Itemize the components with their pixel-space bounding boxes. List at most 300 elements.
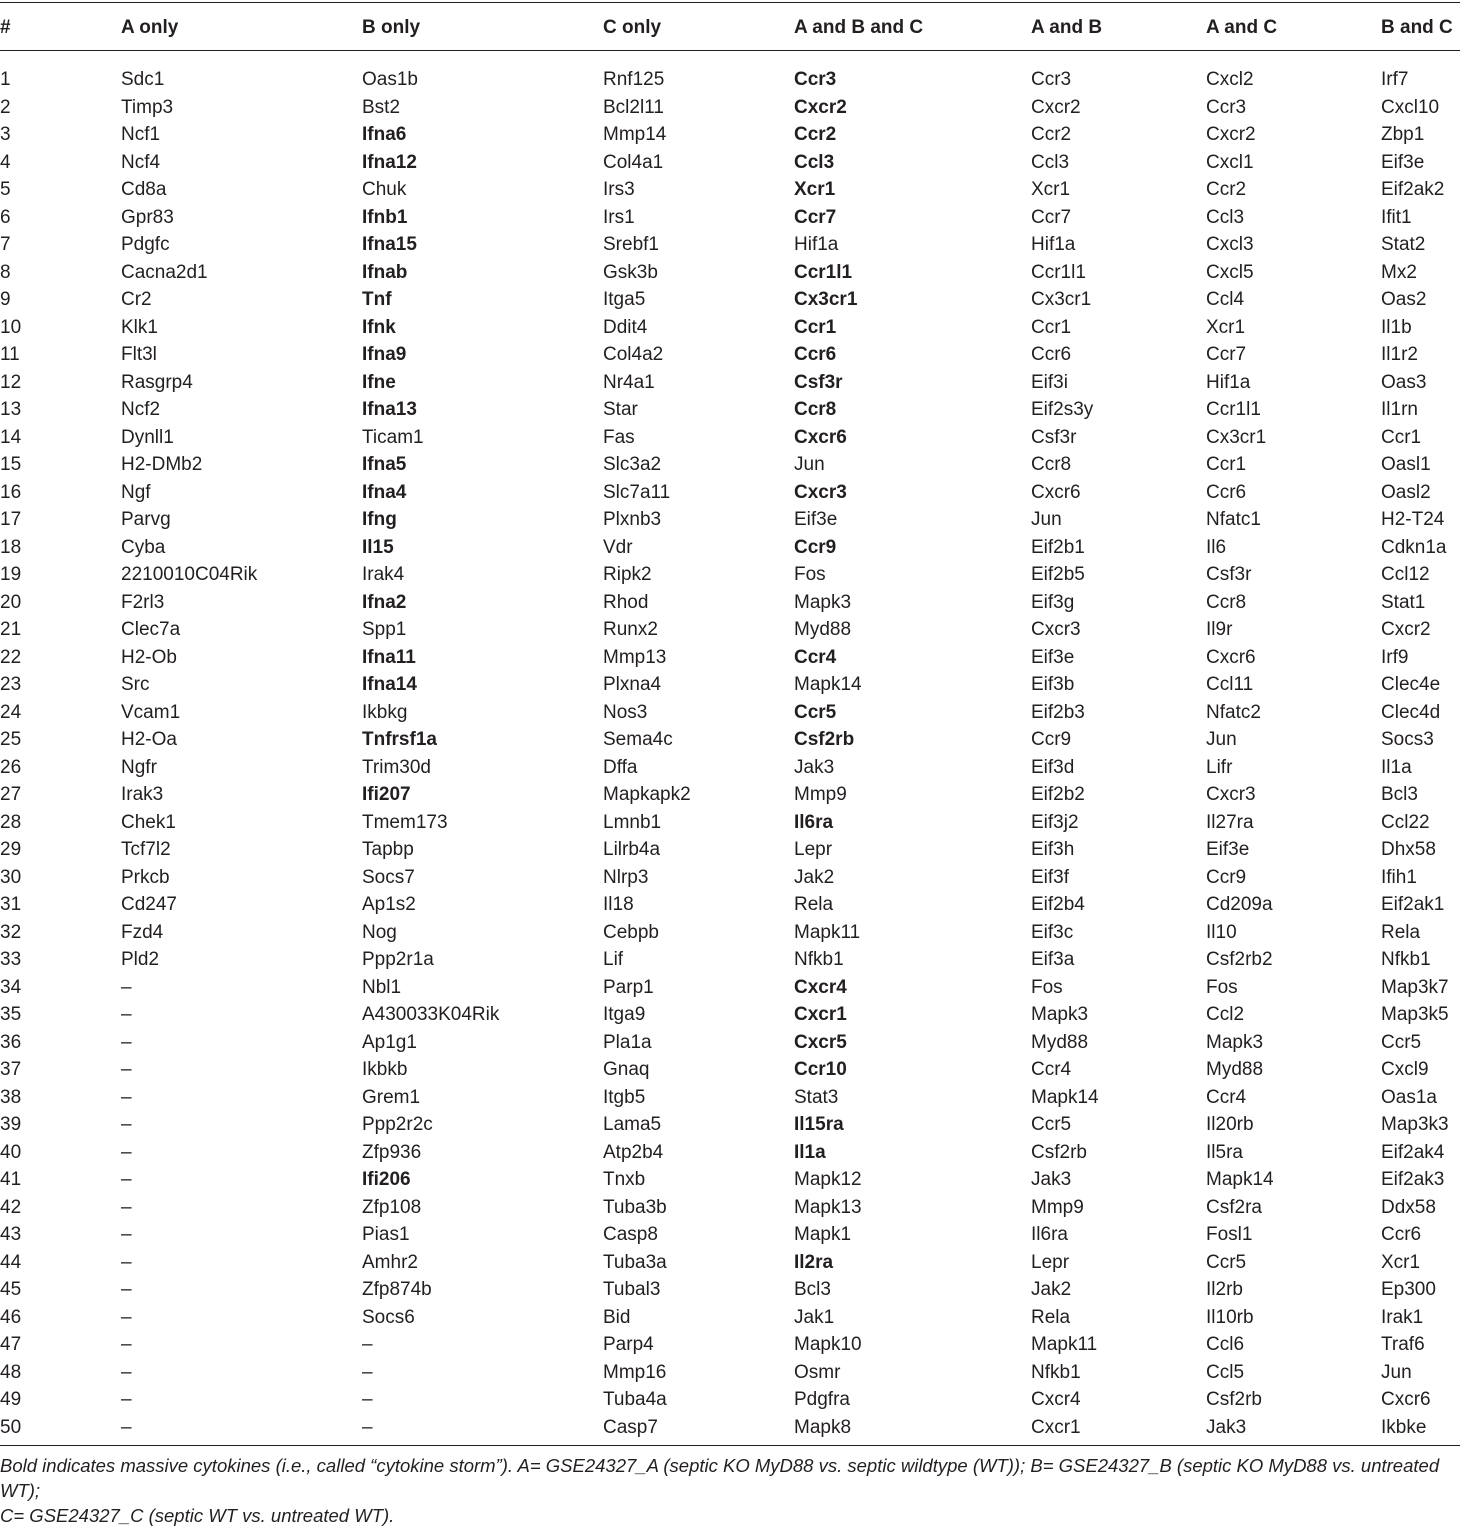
gene-cell: Ifih1 <box>1381 866 1417 888</box>
gene-cell: Il2rb <box>1206 1279 1243 1300</box>
row-number-cell: 20 <box>0 591 22 613</box>
table-row <box>0 369 1460 397</box>
gene-cell: Fzd4 <box>121 921 164 943</box>
gene-cell: – <box>121 1334 132 1355</box>
gene-cell: Pias1 <box>362 1224 410 1245</box>
gene-cell: Ifi206 <box>362 1169 411 1190</box>
gene-cell: Jak3 <box>1031 1169 1072 1190</box>
gene-cell: Il10rb <box>1206 1306 1254 1328</box>
gene-cell: Bst2 <box>362 96 401 118</box>
gene-cell: Ccr1l1 <box>1031 261 1086 283</box>
gene-cell: Jak3 <box>794 756 835 778</box>
gene-cell: Fos <box>1031 976 1063 998</box>
gene-cell: H2-T24 <box>1381 509 1445 530</box>
row-number-cell: 30 <box>0 866 22 888</box>
gene-cell: Map3k7 <box>1381 976 1449 998</box>
gene-cell: – <box>121 1389 132 1410</box>
gene-cell: Oas1b <box>362 69 418 90</box>
gene-cell: Map3k3 <box>1381 1114 1449 1135</box>
gene-cell: Flt3l <box>121 344 157 365</box>
gene-cell: Nfkb1 <box>1381 949 1431 970</box>
gene-cell: Eif2b1 <box>1031 536 1085 558</box>
table-row <box>0 424 1460 452</box>
gene-cell: Casp7 <box>603 1416 658 1438</box>
gene-cell: Xcr1 <box>1381 1251 1421 1273</box>
gene-cell: Nfatc2 <box>1206 701 1261 723</box>
gene-cell: Eif2ak1 <box>1381 894 1445 915</box>
row-number-cell: 50 <box>0 1416 22 1438</box>
gene-cell: Nr4a1 <box>603 371 655 393</box>
table-row <box>0 314 1460 342</box>
gene-cell: Cxcr4 <box>1031 1389 1081 1410</box>
gene-cell: Cxcr3 <box>794 481 847 503</box>
gene-cell: Csf2rb <box>1031 1141 1087 1163</box>
gene-cell: Ngfr <box>121 756 157 778</box>
gene-cell: Eif3g <box>1031 591 1075 613</box>
row-number-cell: 39 <box>0 1114 22 1135</box>
table-row <box>0 1194 1460 1222</box>
row-number-cell: 24 <box>0 701 22 723</box>
row-number-cell: 3 <box>0 124 11 145</box>
gene-cell: Oasl1 <box>1381 454 1431 475</box>
gene-cell: Cxcl1 <box>1206 151 1254 173</box>
gene-cell: Srebf1 <box>603 234 659 255</box>
gene-cell: Itga9 <box>603 1004 646 1025</box>
gene-cell: Nfkb1 <box>794 949 844 970</box>
gene-cell: Xcr1 <box>1206 316 1246 338</box>
gene-cell: Ifna14 <box>362 674 417 695</box>
gene-cell: Ikbkg <box>362 701 408 723</box>
gene-cell: Rela <box>1381 921 1421 943</box>
gene-cell: Ifna2 <box>362 591 407 613</box>
table-top-rule <box>0 2 1460 3</box>
gene-cell: Ifne <box>362 371 396 393</box>
table-row <box>0 1084 1460 1112</box>
gene-cell: Ccr1 <box>1031 316 1072 338</box>
gene-cell: Zfp108 <box>362 1196 422 1218</box>
row-number-cell: 21 <box>0 619 22 640</box>
gene-cell: Lepr <box>794 839 833 860</box>
row-number-cell: 4 <box>0 151 11 173</box>
gene-cell: Csf3r <box>1206 564 1252 585</box>
gene-cell: Zfp936 <box>362 1141 422 1163</box>
gene-cell: Eif3d <box>1031 756 1075 778</box>
row-number-cell: 46 <box>0 1306 22 1328</box>
gene-cell: Mapk14 <box>1206 1169 1274 1190</box>
gene-cell: Ifna5 <box>362 454 407 475</box>
gene-cell: Ccr6 <box>1206 481 1247 503</box>
gene-cell: – <box>121 976 132 998</box>
gene-cell: Ifnb1 <box>362 206 408 228</box>
gene-cell: Mapk14 <box>1031 1086 1099 1108</box>
gene-cell: Mapk12 <box>794 1169 862 1190</box>
gene-cell: Il6 <box>1206 536 1227 558</box>
gene-cell: Cxcl9 <box>1381 1059 1429 1080</box>
row-number-cell: 18 <box>0 536 22 558</box>
gene-cell: – <box>121 1004 132 1025</box>
gene-cell: Ccr1 <box>1381 426 1422 448</box>
row-number-cell: 26 <box>0 756 22 778</box>
row-number-cell: 23 <box>0 674 22 695</box>
gene-cell: Ccr5 <box>1031 1114 1072 1135</box>
gene-cell: Il1a <box>1381 756 1412 778</box>
gene-cell: Csf2rb <box>1206 1389 1262 1410</box>
table-row <box>0 891 1460 919</box>
gene-cell: Eif3e <box>794 509 838 530</box>
gene-cell: Mapk8 <box>794 1416 852 1438</box>
table-row <box>0 1029 1460 1057</box>
gene-cell: Dffa <box>603 756 638 778</box>
gene-cell: Irak4 <box>362 564 405 585</box>
gene-cell: Cxcr2 <box>794 96 847 118</box>
gene-cell: Hif1a <box>1031 234 1076 255</box>
column-header: B only <box>362 17 421 38</box>
column-header: C only <box>603 17 662 38</box>
gene-cell: Bcl3 <box>1381 784 1418 805</box>
gene-cell: Jun <box>1206 729 1237 750</box>
gene-cell: Ccl12 <box>1381 564 1430 585</box>
table-row <box>0 231 1460 259</box>
gene-cell: Nlrp3 <box>603 866 649 888</box>
gene-cell: Map3k5 <box>1381 1004 1449 1025</box>
gene-cell: Mapk14 <box>794 674 862 695</box>
gene-cell: Cx3cr1 <box>1206 426 1267 448</box>
gene-cell: Eif3c <box>1031 921 1074 943</box>
gene-cell: Atp2b4 <box>603 1141 664 1163</box>
gene-cell: Dynll1 <box>121 426 174 448</box>
gene-cell: Ifit1 <box>1381 206 1412 228</box>
gene-cell: Cxcl3 <box>1206 234 1254 255</box>
gene-cell: Tuba4a <box>603 1389 667 1410</box>
gene-cell: Ifna13 <box>362 399 417 420</box>
gene-cell: Zfp874b <box>362 1279 432 1300</box>
gene-cell: Jak1 <box>794 1306 835 1328</box>
gene-cell: Ikbkb <box>362 1059 408 1080</box>
gene-cell: Pld2 <box>121 949 160 970</box>
table-row <box>0 1111 1460 1139</box>
gene-cell: – <box>362 1334 373 1355</box>
gene-cell: Mapkapk2 <box>603 784 691 805</box>
row-number-cell: 36 <box>0 1031 22 1053</box>
table-row <box>0 1139 1460 1167</box>
row-number-cell: 31 <box>0 894 22 915</box>
table-row <box>0 616 1460 644</box>
gene-cell: Fos <box>1206 976 1238 998</box>
row-number-cell: 12 <box>0 371 22 393</box>
gene-cell: Rela <box>794 894 834 915</box>
gene-cell: Ccr4 <box>1031 1059 1072 1080</box>
gene-cell: – <box>121 1031 132 1053</box>
gene-cell: Mmp13 <box>603 646 667 668</box>
table-row <box>0 1304 1460 1332</box>
table-row <box>0 974 1460 1002</box>
table-row <box>0 204 1460 232</box>
gene-cell: Mapk3 <box>1206 1031 1264 1053</box>
table-row <box>0 1331 1460 1359</box>
gene-cell: Myd88 <box>794 619 852 640</box>
gene-cell: Gpr83 <box>121 206 174 228</box>
gene-cell: Col4a1 <box>603 151 664 173</box>
gene-cell: Mapk13 <box>794 1196 862 1218</box>
gene-cell: Col4a2 <box>603 344 664 365</box>
row-number-cell: 2 <box>0 96 11 118</box>
gene-cell: Eif3j2 <box>1031 811 1079 833</box>
gene-cell: Cxcr6 <box>1206 646 1256 668</box>
gene-cell: Mapk3 <box>794 591 852 613</box>
column-header: A and B and C <box>794 17 924 38</box>
row-number-cell: 34 <box>0 976 22 998</box>
row-number-cell: 37 <box>0 1059 22 1080</box>
gene-cell: Tnfrsf1a <box>362 729 437 750</box>
gene-cell: – <box>121 1251 132 1273</box>
gene-cell: Irf7 <box>1381 69 1409 90</box>
gene-cell: Mapk11 <box>1031 1334 1098 1355</box>
gene-cell: Stat3 <box>794 1086 839 1108</box>
gene-cell: Cebpb <box>603 921 659 943</box>
gene-cell: Eif2b4 <box>1031 894 1085 915</box>
footnote-line: C= GSE24327_C (septic WT vs. untreated WT). <box>0 1505 395 1526</box>
row-number-cell: 38 <box>0 1086 22 1108</box>
row-number-cell: 9 <box>0 289 11 310</box>
gene-cell: Jun <box>1031 509 1062 530</box>
table-row <box>0 1166 1460 1194</box>
gene-cell: Eif2ak2 <box>1381 179 1445 200</box>
gene-cell: Xcr1 <box>794 179 836 200</box>
gene-cell: – <box>121 1306 132 1328</box>
gene-cell: Il15ra <box>794 1114 844 1135</box>
gene-cell: Ticam1 <box>362 426 424 448</box>
gene-cell: Rela <box>1031 1306 1071 1328</box>
gene-cell: Csf3r <box>1031 426 1077 448</box>
gene-cell: Ppp2r2c <box>362 1114 433 1135</box>
table-row <box>0 94 1460 122</box>
gene-cell: Cacna2d1 <box>121 261 208 283</box>
gene-cell: Cxcr5 <box>794 1031 847 1053</box>
gene-cell: Mapk11 <box>794 921 861 943</box>
gene-cell: Mmp14 <box>603 124 667 145</box>
table-row <box>0 671 1460 699</box>
gene-cell: Src <box>121 674 150 695</box>
gene-cell: Slc3a2 <box>603 454 662 475</box>
table-row <box>0 946 1460 974</box>
table-row <box>0 644 1460 672</box>
gene-cell: Amhr2 <box>362 1251 418 1273</box>
gene-cell: Parp4 <box>603 1334 654 1355</box>
gene-cell: Ccr8 <box>794 399 837 420</box>
gene-cell: – <box>362 1416 373 1438</box>
gene-cell: Ccr5 <box>1381 1031 1422 1053</box>
gene-cell: Pdgfra <box>794 1389 850 1410</box>
row-number-cell: 33 <box>0 949 22 970</box>
row-number-cell: 27 <box>0 784 22 805</box>
gene-cell: Hif1a <box>1206 371 1251 393</box>
gene-cell: Cxcr6 <box>794 426 847 448</box>
gene-cell: Cxcr3 <box>1206 784 1256 805</box>
row-number-cell: 10 <box>0 316 22 338</box>
table-body <box>0 44 1460 1441</box>
gene-cell: Cxcr2 <box>1206 124 1256 145</box>
gene-cell: Ccr7 <box>1206 344 1247 365</box>
gene-cell: Eif3e <box>1381 151 1425 173</box>
gene-cell: Cx3cr1 <box>1031 289 1092 310</box>
gene-cell: Ccr9 <box>1206 866 1247 888</box>
gene-cell: Cd8a <box>121 179 167 200</box>
gene-cell: Ikbke <box>1381 1416 1427 1438</box>
gene-cell: Ccr10 <box>794 1059 847 1080</box>
gene-cell: Ccr4 <box>794 646 837 668</box>
gene-cell: Il1r2 <box>1381 344 1418 365</box>
gene-cell: Gsk3b <box>603 261 658 283</box>
gene-cell: Oas2 <box>1381 289 1427 310</box>
gene-cell: Eif2ak4 <box>1381 1141 1445 1163</box>
gene-cell: Lifr <box>1206 756 1233 778</box>
gene-cell: Nfatc1 <box>1206 509 1261 530</box>
gene-cell: Grem1 <box>362 1086 421 1108</box>
table-row <box>0 506 1460 534</box>
gene-cell: Il2ra <box>794 1251 834 1273</box>
row-number-cell: 15 <box>0 454 22 475</box>
gene-cell: Csf3r <box>794 371 843 393</box>
gene-cell: Ifna6 <box>362 124 407 145</box>
table-row <box>0 561 1460 589</box>
gene-cell: Timp3 <box>121 96 174 118</box>
row-number-cell: 42 <box>0 1196 22 1218</box>
gene-cell: Ifna9 <box>362 344 407 365</box>
gene-cell: Prkcb <box>121 866 170 888</box>
gene-cell: Mapk10 <box>794 1334 862 1355</box>
gene-cell: Ccr2 <box>1031 124 1072 145</box>
gene-cell: Trim30d <box>362 756 431 778</box>
gene-cell: Slc7a11 <box>603 481 671 503</box>
table-header-row <box>0 12 1460 44</box>
gene-cell: Cxcl5 <box>1206 261 1254 283</box>
gene-cell: Parp1 <box>603 976 654 998</box>
gene-cell: Cx3cr1 <box>794 289 858 310</box>
gene-cell: Irak1 <box>1381 1306 1424 1328</box>
gene-cell: Jak2 <box>794 866 835 888</box>
gene-cell: Jun <box>794 454 825 475</box>
gene-cell: Eif2ak3 <box>1381 1169 1445 1190</box>
gene-cell: Tapbp <box>362 839 414 860</box>
row-number-cell: 29 <box>0 839 22 860</box>
gene-cell: Csf2rb <box>794 729 855 750</box>
gene-cell: Tubal3 <box>603 1279 661 1300</box>
table-row <box>0 754 1460 782</box>
table-row <box>0 699 1460 727</box>
gene-cell: Hif1a <box>794 234 839 255</box>
gene-cell: H2-DMb2 <box>121 454 203 475</box>
gene-cell: Ccr1l1 <box>794 261 853 283</box>
gene-cell: Eif3h <box>1031 839 1075 860</box>
gene-cell: Il5ra <box>1206 1141 1243 1163</box>
gene-cell: Ccl3 <box>794 151 835 173</box>
row-number-cell: 25 <box>0 729 22 750</box>
gene-cell: Mmp9 <box>1031 1196 1084 1218</box>
gene-cell: Nfkb1 <box>1031 1361 1081 1383</box>
gene-cell: – <box>121 1416 132 1438</box>
gene-cell: Ccr3 <box>1031 69 1072 90</box>
gene-cell: Socs6 <box>362 1306 415 1328</box>
column-header: # <box>0 17 11 38</box>
footnote-line: Bold indicates massive cytokines (i.e., called “cytokine storm”). A= GSE24327_A (septic KO MyD88 vs. septic wildtype (WT)); B= GSE24327_B (septic KO MyD88 vs. untreated WT); <box>0 1455 1440 1501</box>
gene-cell: Zbp1 <box>1381 124 1425 145</box>
gene-cell: Osmr <box>794 1361 841 1383</box>
gene-cell: Socs7 <box>362 866 415 888</box>
row-number-cell: 7 <box>0 234 11 255</box>
gene-cell: Klk1 <box>121 316 158 338</box>
table-row <box>0 121 1460 149</box>
gene-cell: Clec4e <box>1381 674 1441 695</box>
table-row <box>0 726 1460 754</box>
gene-cell: Chuk <box>362 179 407 200</box>
gene-cell: Ccr2 <box>1206 179 1247 200</box>
gene-cell: Sdc1 <box>121 69 165 90</box>
gene-cell: Cdkn1a <box>1381 536 1447 558</box>
gene-cell: Star <box>603 399 638 420</box>
column-header: A and B <box>1031 17 1103 38</box>
gene-cell: Clec7a <box>121 619 181 640</box>
gene-cell: Eif3e <box>1206 839 1250 860</box>
gene-cell: Cxcr6 <box>1381 1389 1431 1410</box>
gene-cell: Ddx58 <box>1381 1196 1436 1218</box>
gene-cell: Ccr5 <box>794 701 837 723</box>
gene-cell: Ccr7 <box>1031 206 1072 228</box>
gene-cell: Il1a <box>794 1141 826 1163</box>
gene-cell: Bcl3 <box>794 1279 831 1300</box>
row-number-cell: 48 <box>0 1361 22 1383</box>
table-row <box>0 781 1460 809</box>
gene-cell: Ccr3 <box>794 69 837 90</box>
table-row <box>0 1221 1460 1249</box>
gene-cell: Sema4c <box>603 729 673 750</box>
gene-cell: Rasgrp4 <box>121 371 193 393</box>
table-row <box>0 1359 1460 1387</box>
gene-cell: Ccr3 <box>1206 96 1247 118</box>
table-row <box>0 864 1460 892</box>
gene-cell: Ifnab <box>362 261 408 283</box>
gene-cell: Pdgfc <box>121 234 170 255</box>
gene-cell: A430033K04Rik <box>362 1004 500 1025</box>
gene-cell: Stat2 <box>1381 234 1426 255</box>
gene-cell: Ccr9 <box>794 536 837 558</box>
gene-cell: Oasl2 <box>1381 481 1431 503</box>
gene-cell: Ncf4 <box>121 151 161 173</box>
gene-cell: Il15 <box>362 536 394 558</box>
gene-cell: Xcr1 <box>1031 179 1071 200</box>
gene-cell: Eif3a <box>1031 949 1075 970</box>
gene-cell: Ccl5 <box>1206 1361 1245 1383</box>
gene-cell: Plxnb3 <box>603 509 662 530</box>
gene-cell: Jak2 <box>1031 1279 1072 1300</box>
table-row <box>0 589 1460 617</box>
gene-cell: Rnf125 <box>603 69 665 90</box>
gene-cell: Tuba3b <box>603 1196 667 1218</box>
gene-cell: Cxcr6 <box>1031 481 1081 503</box>
gene-cell: Fas <box>603 426 635 448</box>
gene-cell: Il18 <box>603 894 634 915</box>
gene-cell: Csf2ra <box>1206 1196 1262 1218</box>
gene-cell: Il1rn <box>1381 399 1418 420</box>
gene-cell: Ccl3 <box>1206 206 1245 228</box>
gene-cell: Nos3 <box>603 701 648 723</box>
gene-cell: Parvg <box>121 509 171 530</box>
gene-cell: Vdr <box>603 536 633 558</box>
row-number-cell: 8 <box>0 261 11 283</box>
gene-cell: Bid <box>603 1306 631 1328</box>
gene-cell: Tuba3a <box>603 1251 667 1273</box>
table-row <box>0 479 1460 507</box>
gene-cell: Mapk1 <box>794 1224 852 1245</box>
